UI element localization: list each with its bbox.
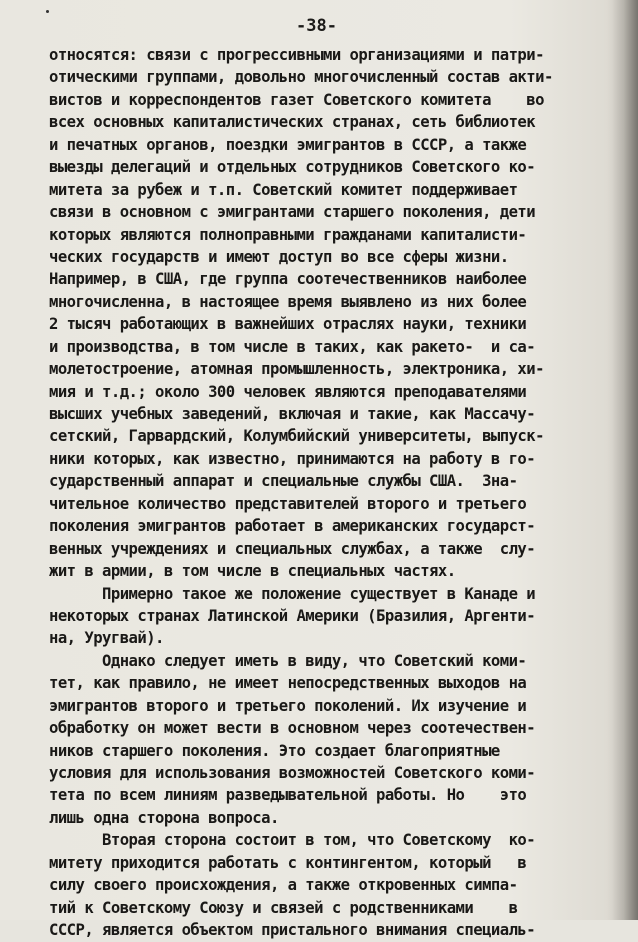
text-line: силу своего происхождения, а также откровенных симпа- [49, 876, 518, 895]
text-line: некоторых странах Латинской Америки (Бразилия, Аргенти- [49, 606, 536, 625]
text-line: обработку он может вести в основном через соотечествен- [49, 719, 536, 738]
text-line: митету приходится работать с контингентом, который в [49, 853, 527, 872]
text-line: митета за рубеж и т.п. Советский комитет поддерживает [49, 180, 518, 199]
text-line: связи в основном с эмигрантами старшего поколения, дети [49, 203, 536, 222]
text-line: многочисленна, в настоящее время выявлено из них более [49, 292, 527, 311]
text-line: выезды делегаций и отдельных сотрудников Советского ко- [49, 158, 536, 177]
text-line: Вторая сторона состоит в том, что Советскому ко- [49, 831, 536, 850]
text-line: мия и т.д.; около 300 человек являются преподавателями [49, 382, 527, 401]
text-line: сударственный аппарат и специальные службы США. Зна- [49, 472, 518, 491]
text-line: вистов и корреспондентов газет Советского комитета во [49, 90, 544, 109]
text-line: лишь одна сторона вопроса. [49, 808, 279, 827]
text-line: и производства, в том числе в таких, как ракето- и са- [49, 337, 536, 356]
page-binding-shadow [612, 0, 638, 920]
text-line: Примерно такое же положение существует в Канаде и [49, 584, 536, 603]
text-line: и печатных органов, поездки эмигрантов в СССР, а также [49, 135, 527, 154]
text-line: тет, как правило, не имеет непосредственных выходов на [49, 674, 527, 693]
text-line: СССР, является объектом пристального внимания специаль- [49, 921, 536, 940]
text-line: жит в армии, в том числе в специальных частях. [49, 562, 456, 581]
text-line: Например, в США, где группа соотечественников наиболее [49, 270, 527, 289]
text-line: которых являются полноправными гражданами капиталисти- [49, 225, 527, 244]
text-line: чительное количество представителей второго и третьего [49, 494, 527, 513]
text-line: поколения эмигрантов работает в американских государст- [49, 517, 536, 536]
body-text [49, 44, 629, 942]
text-line: ников старшего поколения. Это создает благоприятные [49, 741, 500, 760]
text-line: условия для использования возможностей Советского коми- [49, 764, 536, 782]
text-line: сетский, Гарвардский, Колумбийский университеты, выпуск- [49, 427, 544, 446]
text-line: высших учебных заведений, включая и такие, как Массачу- [49, 405, 536, 423]
text-line: тий к Советскому Союзу и связей с родственниками в [49, 898, 518, 917]
scan-speck [46, 10, 49, 13]
text-line: венных учреждениях и специальных службах, а также слу- [49, 539, 536, 558]
text-line: ники которых, как известно, принимаются на работу в го- [49, 449, 536, 468]
text-line: молетостроение, атомная промышленность, электроника, хи- [49, 360, 544, 379]
text-line: всех основных капиталистических странах, сеть библиотек [49, 113, 536, 132]
text-line: относятся: связи с прогрессивными организациями и патри- [49, 46, 544, 64]
page-number: -38- [296, 16, 337, 36]
text-line: эмигрантов второго и третьего поколений. Их изучение и [49, 696, 527, 715]
text-line: 2 тысяч работающих в важнейших отраслях науки, техники [49, 315, 527, 334]
text-line: тета по всем линиям разведывательной работы. Но это [49, 786, 527, 805]
text-line: отическими группами, довольно многочисленный состав акти- [49, 68, 553, 87]
text-line: на, Уругвай). [49, 629, 164, 648]
text-line: Однако следует иметь в виду, что Советский коми- [49, 651, 527, 670]
text-line: ческих государств и имеют доступ во все сферы жизни. [49, 247, 509, 266]
